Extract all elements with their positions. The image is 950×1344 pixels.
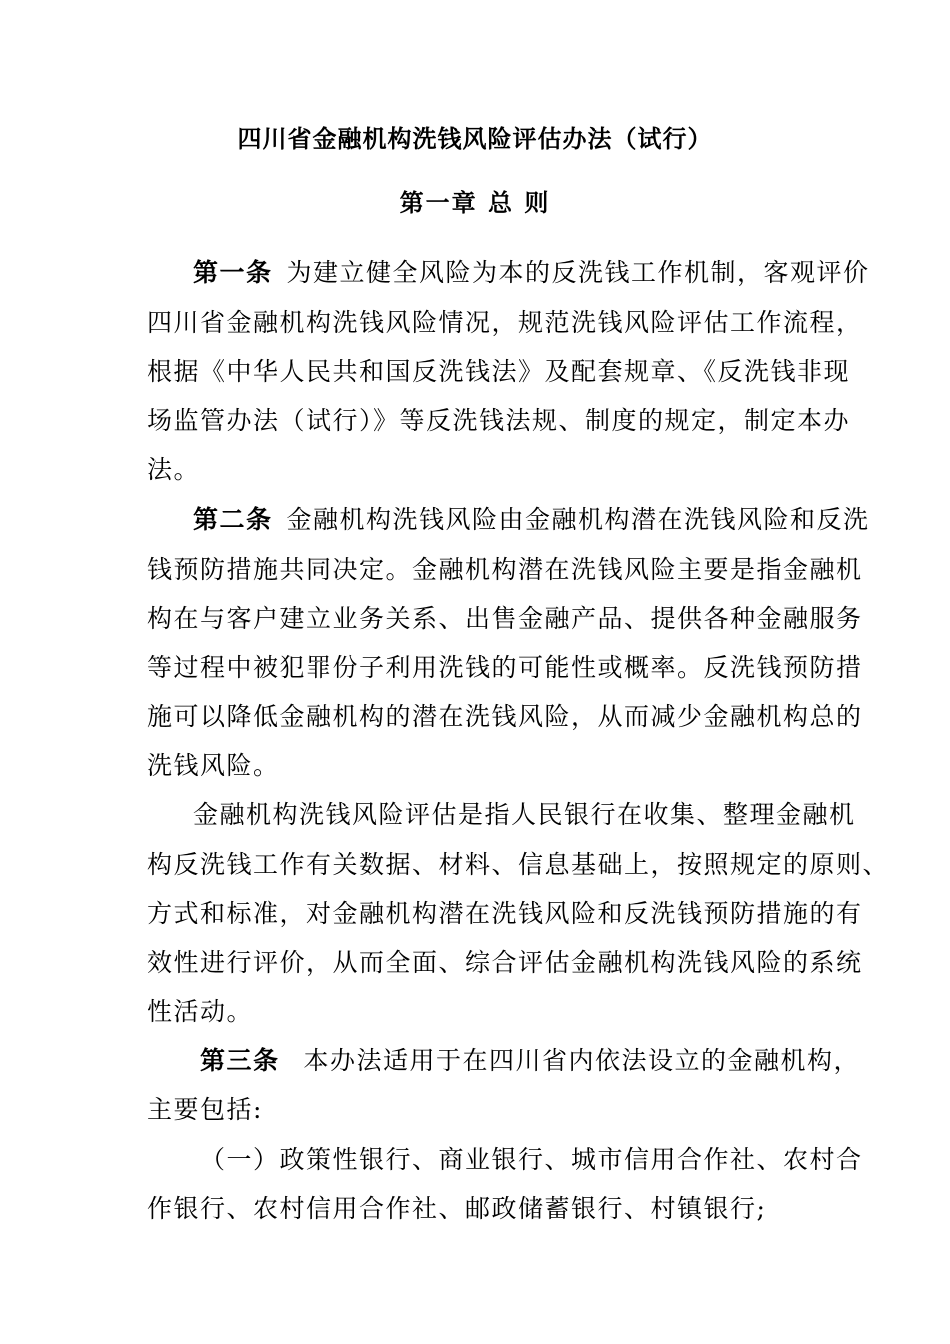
article-1-line-5: 法。: [147, 455, 201, 484]
document-title: 四川省金融机构洗钱风险评估办法（试行）: [237, 124, 713, 153]
article-2-text-1: 金融机构洗钱风险由金融机构潜在洗钱风险和反洗: [286, 505, 870, 534]
article-3-lead: 第三条: [200, 1046, 280, 1075]
article-1-line-3: 根据《中华人民共和国反洗钱法》及配套规章、《反洗钱非现: [147, 357, 851, 386]
article-1-lead: 第一条: [193, 258, 273, 287]
article-3-text-1: 本办法适用于在四川省内依法设立的金融机构，: [303, 1046, 861, 1075]
article-3-line-2: 主要包括:: [147, 1095, 263, 1124]
article-2-line-2: 钱预防措施共同决定。金融机构潜在洗钱风险主要是指金融机: [147, 555, 863, 584]
article-2-line-3: 构在与客户建立业务关系、出售金融产品、提供各种金融服务: [147, 604, 863, 633]
item-1-line-2: 作银行、农村信用合作社、邮政储蓄银行、村镇银行;: [147, 1194, 767, 1223]
article-2-line-5: 施可以降低金融机构的潜在洗钱风险，从而减少金融机构总的: [147, 702, 863, 731]
article-3-line-1: [200, 1046, 860, 1076]
article-2-line-1: [193, 505, 870, 535]
article-1-line-4: 场监管办法（试行）》等反洗钱法规、制度的规定，制定本办: [147, 406, 851, 435]
paragraph-3-line-5: 性活动。: [147, 997, 254, 1026]
paragraph-3-line-1: 金融机构洗钱风险评估是指人民银行在收集、整理金融机: [193, 800, 856, 829]
article-1-text-1: 为建立健全风险为本的反洗钱工作机制，客观评价: [286, 258, 870, 287]
article-1-line-2: 四川省金融机构洗钱风险情况，规范洗钱风险评估工作流程，: [147, 308, 863, 337]
item-1-line-1: （一）政策性银行、商业银行、城市信用合作社、农村合: [200, 1145, 863, 1174]
paragraph-3-line-4: 效性进行评价，从而全面、综合评估金融机构洗钱风险的系统: [147, 948, 863, 977]
paragraph-3-line-3: 方式和标准，对金融机构潜在洗钱风险和反洗钱预防措施的有: [147, 899, 863, 928]
article-1-line-1: [193, 258, 870, 288]
article-2-line-6: 洗钱风险。: [147, 751, 280, 780]
article-2-lead: 第二条: [193, 505, 273, 534]
article-2-line-4: 等过程中被犯罪份子利用洗钱的可能性或概率。反洗钱预防措: [147, 653, 863, 682]
chapter-heading: 第一章 总 则: [399, 188, 551, 217]
paragraph-3-line-2: 构反洗钱工作有关数据、材料、信息基础上，按照规定的原则、: [147, 850, 890, 879]
